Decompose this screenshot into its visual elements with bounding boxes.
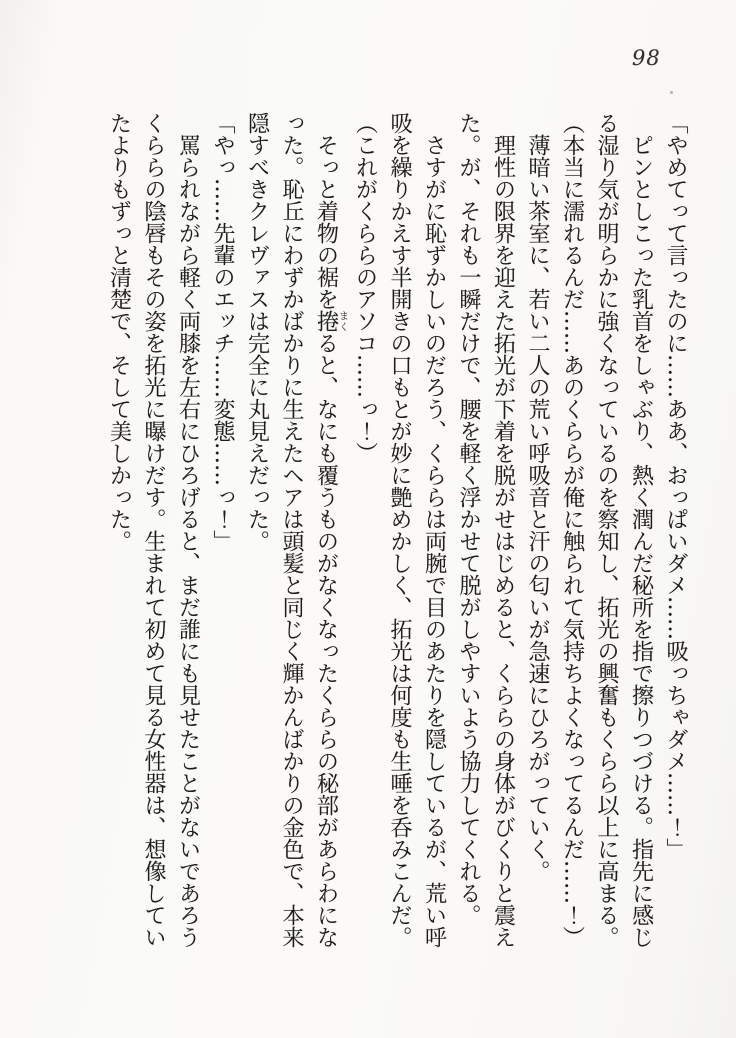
vertical-text-block (105, 112, 692, 958)
paragraph-3-inner-thought: （本当に濡れるんだ……あのくららが俺に触られて気持ちよくなってるんだ……！） (559, 112, 585, 948)
paragraph-2-narration: ピンとしこった乳首をしゃぶり、熱く潤んだ秘所を指で擦りつづける。指先に感じる湿り気が明らかに強くなっているのを察知し、拓光の興奮もくらら以上に高まる。 (594, 112, 654, 948)
page-number: 98 (632, 46, 661, 70)
paragraph-4-narration: 薄暗い茶室に、若い二人の荒い呼吸音と汗の匂いが急速にひろがっていく。 (525, 134, 550, 882)
paragraph-8-narration: そっと着物の裾を捲まくると、なにも覆うものがなくなったくららの秘部があらわになった。恥丘にわずかばかりに生えたヘアは頭髪と同じく輝かんばかりの金色で、本来隠すべきクレヴァスは完全に丸見えだった。 (244, 112, 348, 948)
paragraph-1-dialogue: 「やめてって言ったのに……ああ、おっぱいダメ……吸っちゃダメ……！」 (663, 112, 688, 860)
paragraph-7-inner-thought: （これがくららのアソコ……っ！） (352, 112, 378, 464)
ruby-annotation: 捲まく (313, 310, 348, 332)
paragraph-10-narration: 罵られながら軽く両膝を左右にひろげると、まだ誰にも見せたことがないであろうくららの陰唇もその姿を拓光に曝けだす。生まれて初めて見る女性器は、想像していたよりもずっと清楚で、そして美しかった。 (106, 112, 201, 948)
scan-speck (670, 91, 673, 94)
paragraph-6-narration: さすがに恥ずかしいのだろう、くららは両腕で目のあたりを隠しているが、荒い呼吸を繰りかえす半開きの口もとが妙に艶めかしく、拓光は何度も生唾を呑みこんだ。 (387, 112, 447, 948)
paragraph-9-dialogue: 「やっ……先輩のエッチ……変態……っ！」 (210, 112, 235, 552)
paragraph-5-narration: 理性の限界を迎えた拓光が下着を脱がせはじめると、くららの身体がびくりと震えた。が、それも一瞬だけで、腰を軽く浮かせて脱がしやすいよう協力してくれる。 (456, 112, 516, 948)
